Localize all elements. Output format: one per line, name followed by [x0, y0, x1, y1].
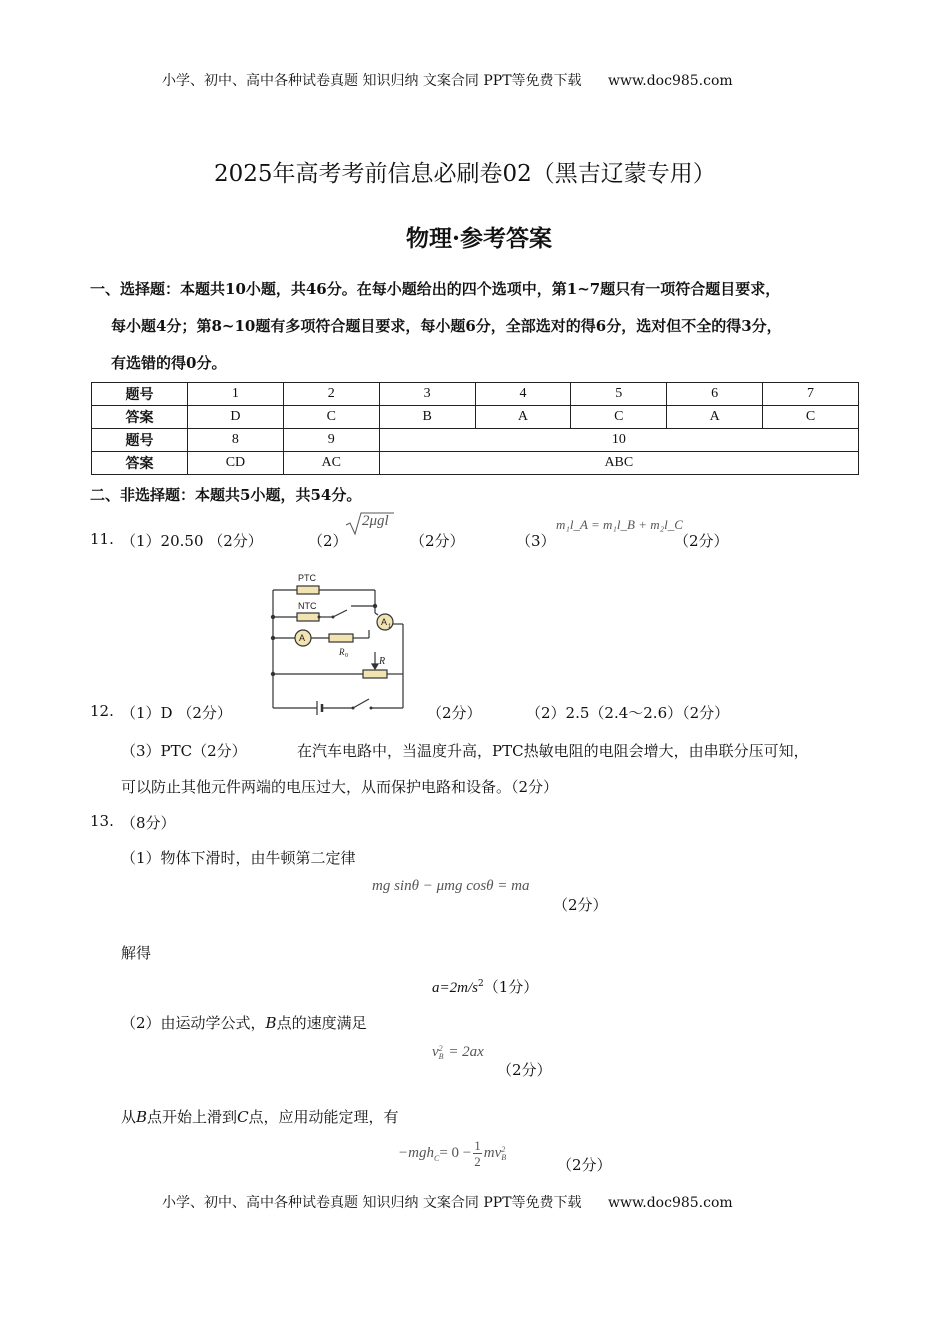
q13-number: 13.: [90, 812, 114, 830]
table-cell: C: [283, 406, 379, 429]
q13-step2-c: 点的速度满足: [276, 1014, 367, 1032]
q13-step1: （1）物体下滑时，由牛顿第二定律: [121, 849, 356, 867]
footer-text: 小学、初中、高中各种试卷真题 知识归纳 文案合同 PPT等免费下载: [162, 1195, 582, 1211]
table-row: [92, 452, 859, 475]
q12-number: 12.: [90, 702, 114, 720]
q13-equation4-sub2: B: [501, 1152, 507, 1162]
table-cell: 8: [188, 429, 284, 452]
q12-part1: （1）D （2分）: [121, 704, 232, 722]
q13-equation4-left: −mgh: [398, 1145, 434, 1161]
table-row: [92, 383, 859, 406]
q11-number: 11.: [90, 530, 114, 548]
table-cell: ABC: [379, 452, 858, 475]
table-cell: A: [475, 406, 571, 429]
table-cell: 5: [571, 383, 667, 406]
q13-equation2-score: （1分）: [483, 978, 539, 996]
rheostat-label: R: [379, 656, 386, 667]
q13-score: （8分）: [121, 814, 176, 832]
circuit-diagram: [265, 568, 410, 718]
q12-part2: （2）2.5（2.4～2.6）（2分）: [526, 704, 730, 722]
table-cell: 6: [667, 383, 763, 406]
answer-table: [91, 382, 859, 475]
q13-equation4-sub: C: [433, 1154, 440, 1163]
page-title: 2025年高考考前信息必刷卷02（黑吉辽蒙专用）: [214, 161, 716, 187]
footer-site[interactable]: www.doc985.com: [607, 1195, 733, 1211]
q11-part2-score: （2分）: [410, 532, 465, 550]
q13-equation4-numerator: 1: [474, 1138, 481, 1153]
table-header-cell: 题号: [92, 383, 188, 406]
q13-equation3-sup: 2: [438, 1043, 443, 1053]
q11-part3-formula: m₁l_A = m₁l_B + m₂l_C: [556, 517, 683, 532]
q13-step2: [121, 1012, 367, 1033]
table-header-cell: 答案: [92, 452, 188, 475]
q11-part2-label: （2）: [308, 532, 348, 550]
page-footer: [162, 1192, 733, 1212]
q13-step2-b: B: [265, 1014, 277, 1032]
table-cell: 7: [763, 383, 859, 406]
q13-equation1: mg sinθ − μmg cosθ = ma: [372, 878, 530, 894]
q13-equation4-score: （2分）: [557, 1156, 612, 1174]
q13-step2-a: （2）由运动学公式，: [121, 1014, 266, 1032]
table-cell: D: [188, 406, 284, 429]
table-cell: 4: [475, 383, 571, 406]
section2-heading: 二、非选择题：本题共5小题，共54分。: [90, 486, 362, 504]
resistor-r0-subscript: 0: [345, 653, 348, 659]
q11-part2-formula: 2μgl: [362, 513, 389, 529]
section1-line2: 每小题4分；第8~10题有多项符合题目要求，每小题6分，全部选对的得6分，选对但不全的得3分，: [111, 317, 782, 335]
q13-step3-b: B: [136, 1108, 148, 1126]
q13-equation1-score: （2分）: [553, 896, 608, 914]
table-cell: A: [667, 406, 763, 429]
table-cell: C: [763, 406, 859, 429]
table-cell: 10: [379, 429, 858, 452]
q13-equation2-sup: 2: [477, 979, 484, 989]
table-cell: C: [571, 406, 667, 429]
table-cell: 9: [283, 429, 379, 452]
q13-equation4-mid: = 0 −: [439, 1145, 472, 1161]
q13-step3-e: 点，应用动能定理，有: [248, 1108, 399, 1126]
q12-diagram-score: （2分）: [427, 704, 482, 722]
q13-equation3: [432, 1044, 484, 1061]
ammeter-a1-subscript: 1: [388, 624, 392, 630]
table-header-cell: 题号: [92, 429, 188, 452]
q11-part3-score: （2分）: [674, 532, 729, 550]
q13-equation3-score: （2分）: [497, 1061, 552, 1079]
table-cell: CD: [188, 452, 284, 475]
section1-line3: 有选错的得0分。: [111, 354, 227, 372]
q13-equation2-main: a=2m/s: [432, 980, 478, 996]
q11-part1: （1）20.50 （2分）: [121, 532, 263, 550]
q13-step3: [121, 1106, 399, 1127]
header-site[interactable]: www.doc985.com: [607, 73, 733, 89]
resistor-r0-label: R: [339, 647, 345, 657]
q13-step3-a: 从: [121, 1108, 137, 1126]
table-cell: 2: [283, 383, 379, 406]
table-row: [92, 406, 859, 429]
q12-part3-label: （3）PTC（2分）: [121, 742, 247, 760]
q12-part3-text2: 可以防止其他元件两端的电压过大，从而保护电路和设备。（2分）: [121, 778, 559, 796]
q13-step3-c: 点开始上滑到: [147, 1108, 238, 1126]
header-text: 小学、初中、高中各种试卷真题 知识归纳 文案合同 PPT等免费下载: [162, 73, 582, 89]
q13-equation4-denominator: 2: [474, 1154, 481, 1169]
table-header-cell: 答案: [92, 406, 188, 429]
q13-step3-d: C: [237, 1108, 249, 1126]
page-subtitle: 物理·参考答案: [406, 225, 553, 252]
ammeter-a1-label: A: [381, 617, 388, 627]
ntc-label: NTC: [298, 601, 317, 611]
q13-equation4: [398, 1138, 506, 1169]
table-cell: 3: [379, 383, 475, 406]
ptc-label: PTC: [298, 573, 316, 583]
q13-equation4-sup: 2: [501, 1144, 506, 1154]
q13-equation3-sub: B: [438, 1051, 444, 1061]
q13-jiede: 解得: [121, 944, 152, 962]
q11-part3-label: （3）: [516, 532, 556, 550]
table-cell: AC: [283, 452, 379, 475]
ammeter-a-label: A: [299, 633, 306, 643]
table-row: [92, 429, 859, 452]
section1-line1: 一、选择题：本题共10小题，共46分。在每小题给出的四个选项中，第1~7题只有一项符合题目要求，: [90, 280, 781, 298]
q12-part3-text: 在汽车电路中，当温度升高，PTC热敏电阻的电阻会增大，由串联分压可知，: [297, 742, 809, 760]
table-cell: 1: [188, 383, 284, 406]
table-cell: B: [379, 406, 475, 429]
page-header: [162, 70, 733, 90]
q13-equation4-right: mv: [483, 1145, 502, 1161]
q13-equation3-rest: = 2ax: [444, 1044, 484, 1060]
q13-equation3-v: v: [432, 1044, 439, 1060]
q13-equation2: [432, 976, 538, 997]
